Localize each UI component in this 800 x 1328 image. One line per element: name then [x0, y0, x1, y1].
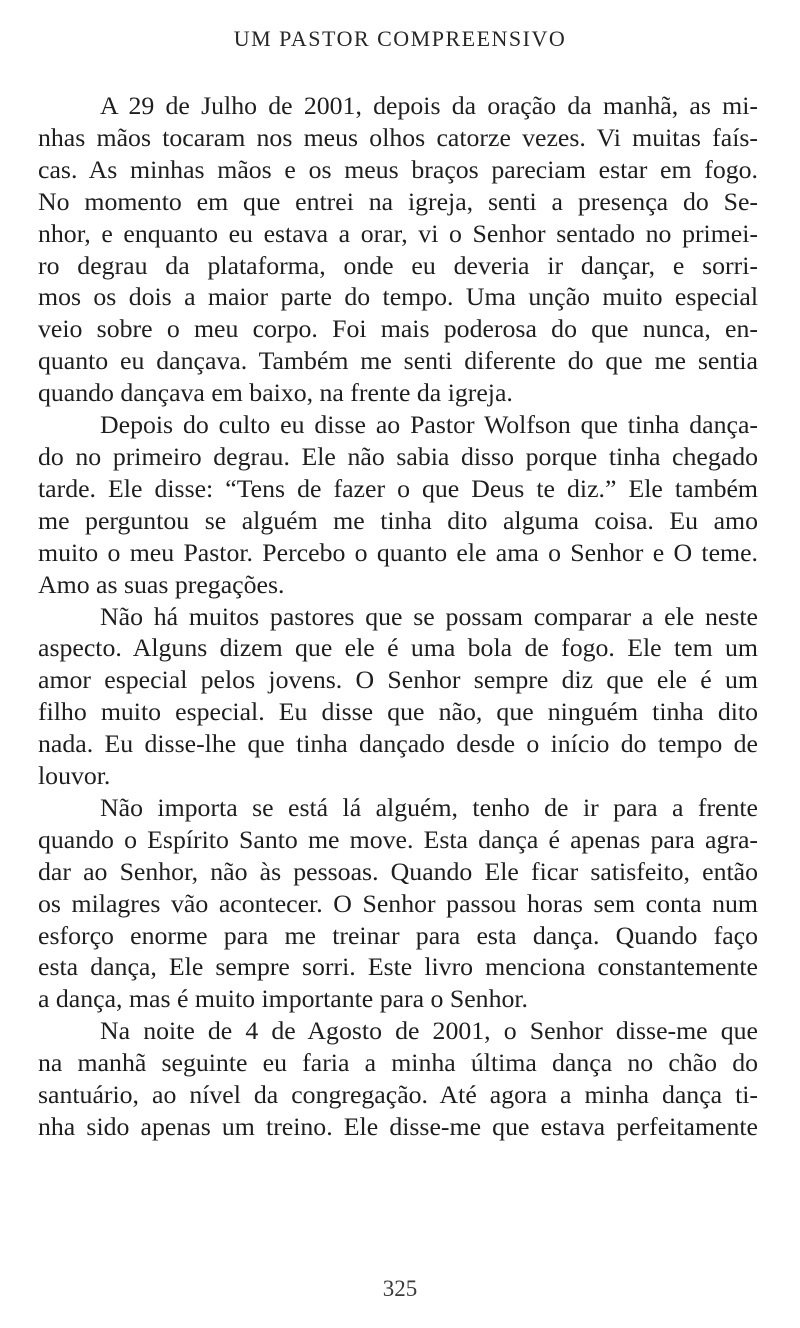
paragraph	[38, 601, 758, 792]
text-line: muito o meu Pastor. Percebo o quanto ele ama o Senhor e O teme.	[38, 537, 758, 567]
text-line: Depois do culto eu disse ao Pastor Wolfson que tinha dança-	[100, 410, 758, 440]
text-line: tarde. Ele disse: “Tens de fazer o que Deus te diz.” Ele também	[38, 473, 758, 503]
text-line: do no primeiro degrau. Ele não sabia disso porque tinha chegado	[38, 441, 758, 471]
text-line: os milagres vão acontecer. O Senhor passou horas sem conta num	[38, 888, 758, 918]
text-line: A 29 de Julho de 2001, depois da oração da manhã, as mi-	[100, 91, 758, 120]
text-line: Na noite de 4 de Agosto de 2001, o Senhor disse-me que	[100, 1016, 758, 1046]
text-line: louvor.	[38, 761, 111, 791]
text-line: cas. As minhas mãos e os meus braços pareciam estar em fogo.	[38, 154, 758, 184]
text-line: dar ao Senhor, não às pessoas. Quando Ele ficar satisfeito, então	[38, 856, 758, 886]
text-line: santuário, ao nível da congregação. Até agora a minha dança ti-	[38, 1080, 758, 1110]
text-line: a dança, mas é muito importante para o Senhor.	[38, 984, 528, 1014]
text-line: me perguntou se alguém me tinha dito alguma coisa. Eu amo	[38, 505, 758, 535]
paragraph	[38, 792, 758, 1015]
text-line: na manhã seguinte eu faria a minha última dança no chão do	[38, 1048, 758, 1078]
text-line: veio sobre o meu corpo. Foi mais poderosa do que nunca, en-	[38, 314, 758, 344]
text-line: nhas mãos tocaram nos meus olhos catorze vezes. Vi muitas faís-	[38, 122, 758, 152]
text-line: Não importa se está lá alguém, tenho de ir para a frente	[100, 792, 758, 822]
text-line: mos os dois a maior parte do tempo. Uma unção muito especial	[38, 282, 758, 312]
text-line: nha sido apenas um treino. Ele disse-me que estava perfeitamente	[38, 1112, 758, 1141]
text-line: Não há muitos pastores que se possam comparar a ele neste	[100, 601, 758, 631]
body-text	[38, 90, 758, 1143]
paragraph	[38, 409, 758, 600]
text-line: esforço enorme para me treinar para esta dança. Quando faço	[38, 920, 758, 950]
paragraph	[38, 90, 758, 409]
text-line: amor especial pelos jovens. O Senhor sempre diz que ele é um	[38, 665, 758, 695]
text-line: ro degrau da plataforma, onde eu deveria ir dançar, e sorri-	[38, 250, 758, 280]
text-line: quando o Espírito Santo me move. Esta dança é apenas para agra-	[38, 824, 758, 854]
text-line: esta dança, Ele sempre sorri. Este livro menciona constantemente	[38, 952, 758, 982]
text-line: aspecto. Alguns dizem que ele é uma bola de fogo. Ele tem um	[38, 633, 758, 663]
text-line: quanto eu dançava. Também me senti diferente do que me sentia	[38, 346, 758, 376]
text-line: nada. Eu disse-lhe que tinha dançado desde o início do tempo de	[38, 729, 758, 759]
text-line: filho muito especial. Eu disse que não, que ninguém tinha dito	[38, 697, 758, 727]
text-line: nhor, e enquanto eu estava a orar, vi o Senhor sentado no primei-	[38, 218, 758, 248]
text-line: Amo as suas pregações.	[38, 569, 285, 599]
paragraph	[38, 1015, 758, 1143]
page-number: 325	[382, 1276, 418, 1301]
running-head: UM PASTOR COMPREENSIVO	[233, 26, 567, 51]
text-line: quando dançava em baixo, na frente da igreja.	[38, 378, 513, 408]
text-line: No momento em que entrei na igreja, senti a presença do Se-	[38, 186, 758, 216]
